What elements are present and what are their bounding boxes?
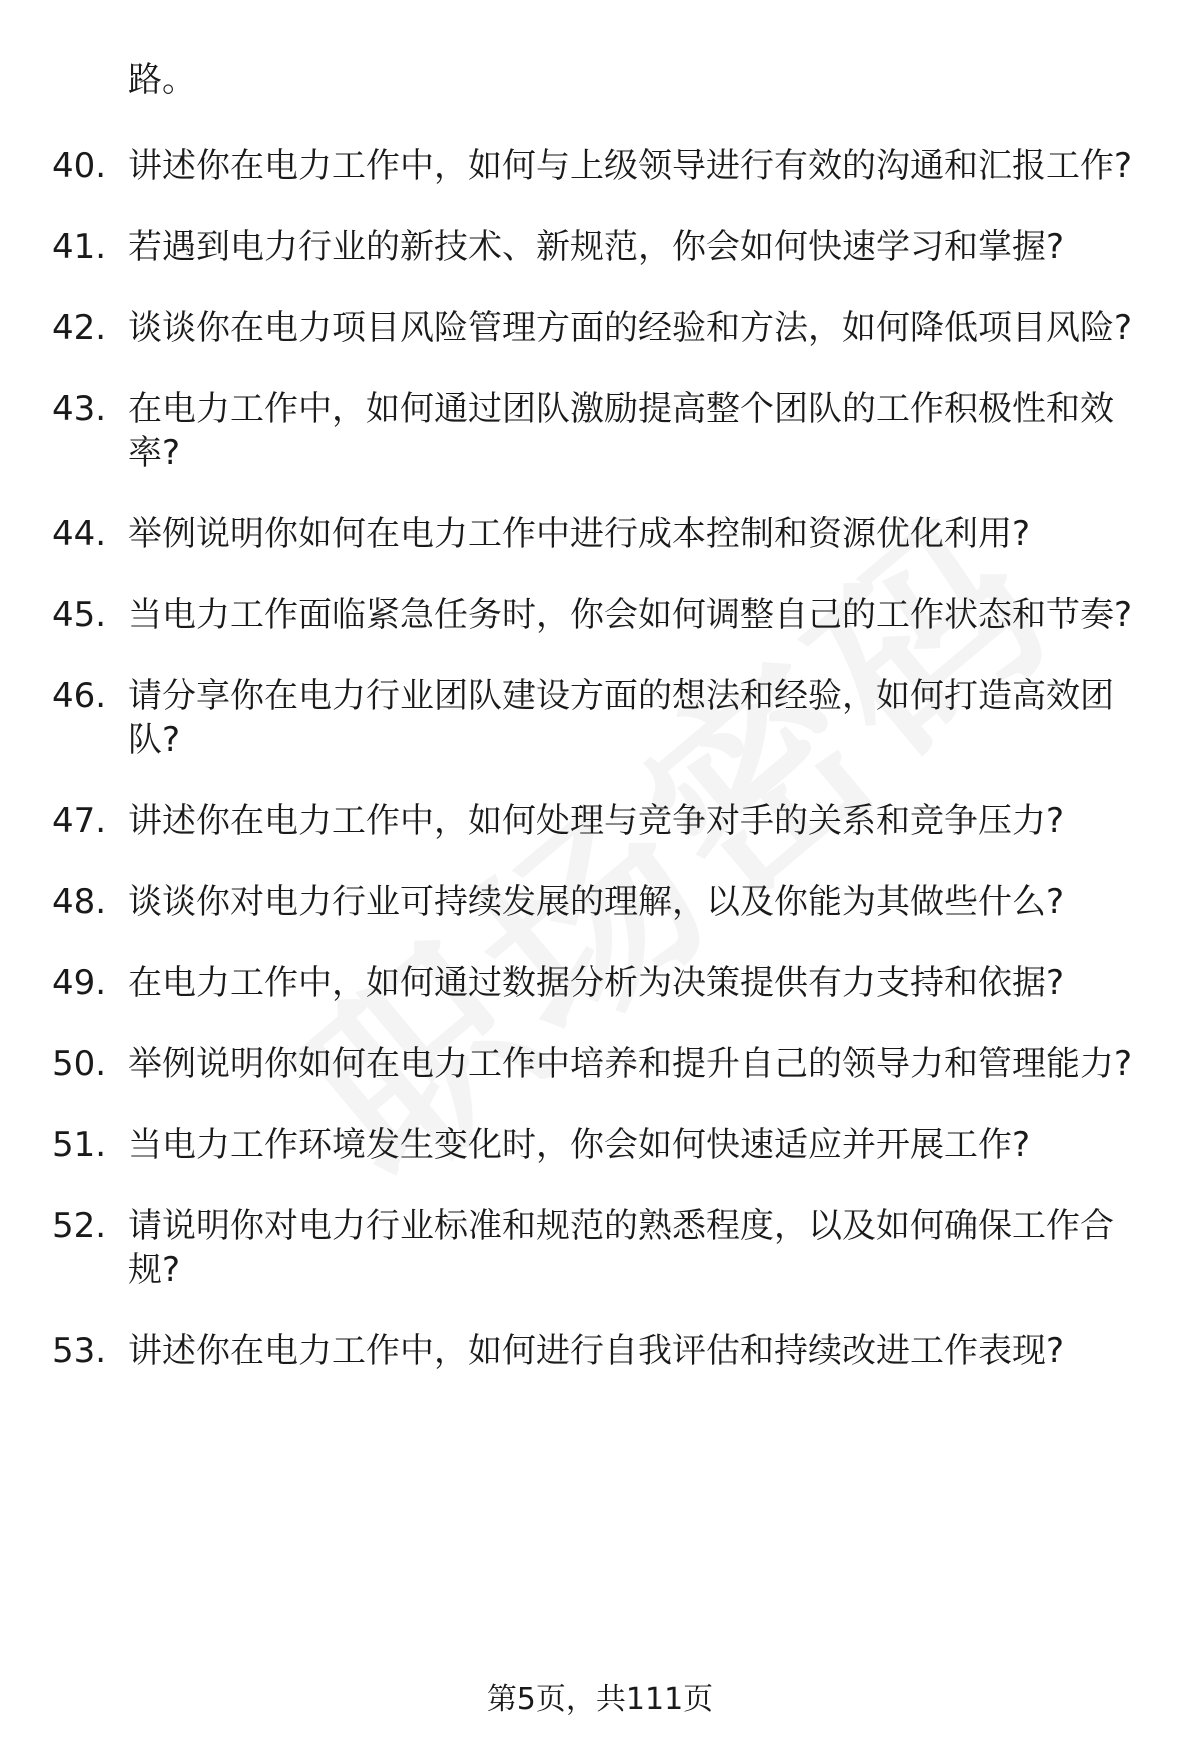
list-item	[52, 144, 1152, 188]
item-number: 46.	[52, 676, 107, 716]
item-number: 51.	[52, 1125, 107, 1165]
list-item	[52, 799, 1152, 843]
item-text: 讲述你在电力工作中，如何处理与竞争对手的关系和竞争压力?	[128, 801, 1065, 841]
list-item	[52, 1123, 1152, 1167]
list-item	[52, 512, 1152, 556]
page-footer: 第5页，共111页	[486, 1682, 714, 1717]
item-text: 在电力工作中，如何通过团队激励提高整个团队的工作积极性和效率?	[128, 389, 1114, 473]
item-text: 举例说明你如何在电力工作中进行成本控制和资源优化利用?	[128, 514, 1031, 554]
item-number: 42.	[52, 308, 107, 348]
list-item	[52, 1204, 1152, 1292]
item-text: 请分享你在电力行业团队建设方面的想法和经验，如何打造高效团队?	[128, 676, 1114, 760]
item-text: 谈谈你对电力行业可持续发展的理解，以及你能为其做些什么?	[128, 882, 1065, 922]
item-number: 41.	[52, 227, 107, 267]
item-number: 53.	[52, 1331, 107, 1371]
list-item	[52, 593, 1152, 637]
item-text: 讲述你在电力工作中，如何进行自我评估和持续改进工作表现?	[128, 1331, 1065, 1371]
list-item	[52, 387, 1152, 475]
list-item	[52, 961, 1152, 1005]
list-item	[52, 1042, 1152, 1086]
item-text: 举例说明你如何在电力工作中培养和提升自己的领导力和管理能力?	[128, 1044, 1133, 1084]
item-number: 40.	[52, 146, 107, 186]
list-item	[52, 674, 1152, 762]
item-text: 在电力工作中，如何通过数据分析为决策提供有力支持和依据?	[128, 963, 1065, 1003]
item-number: 48.	[52, 882, 107, 922]
item-text: 若遇到电力行业的新技术、新规范，你会如何快速学习和掌握?	[128, 227, 1065, 267]
item-number: 43.	[52, 389, 107, 429]
item-text: 谈谈你在电力项目风险管理方面的经验和方法，如何降低项目风险?	[128, 308, 1133, 348]
item-number: 52.	[52, 1206, 107, 1246]
continuation-text: 路。	[128, 60, 196, 100]
list-item	[52, 225, 1152, 269]
question-list	[52, 58, 1152, 1410]
item-text: 当电力工作环境发生变化时，你会如何快速适应并开展工作?	[128, 1125, 1031, 1165]
list-item	[52, 1329, 1152, 1373]
list-item	[52, 880, 1152, 924]
item-text: 讲述你在电力工作中，如何与上级领导进行有效的沟通和汇报工作?	[128, 146, 1133, 186]
list-item	[52, 306, 1152, 350]
item-text: 请说明你对电力行业标准和规范的熟悉程度，以及如何确保工作合规?	[128, 1206, 1114, 1290]
items-container	[52, 144, 1152, 1373]
item-number: 44.	[52, 514, 107, 554]
item-number: 47.	[52, 801, 107, 841]
item-text: 当电力工作面临紧急任务时，你会如何调整自己的工作状态和节奏?	[128, 595, 1133, 635]
item-number: 50.	[52, 1044, 107, 1084]
item-number: 45.	[52, 595, 107, 635]
item-number: 49.	[52, 963, 107, 1003]
